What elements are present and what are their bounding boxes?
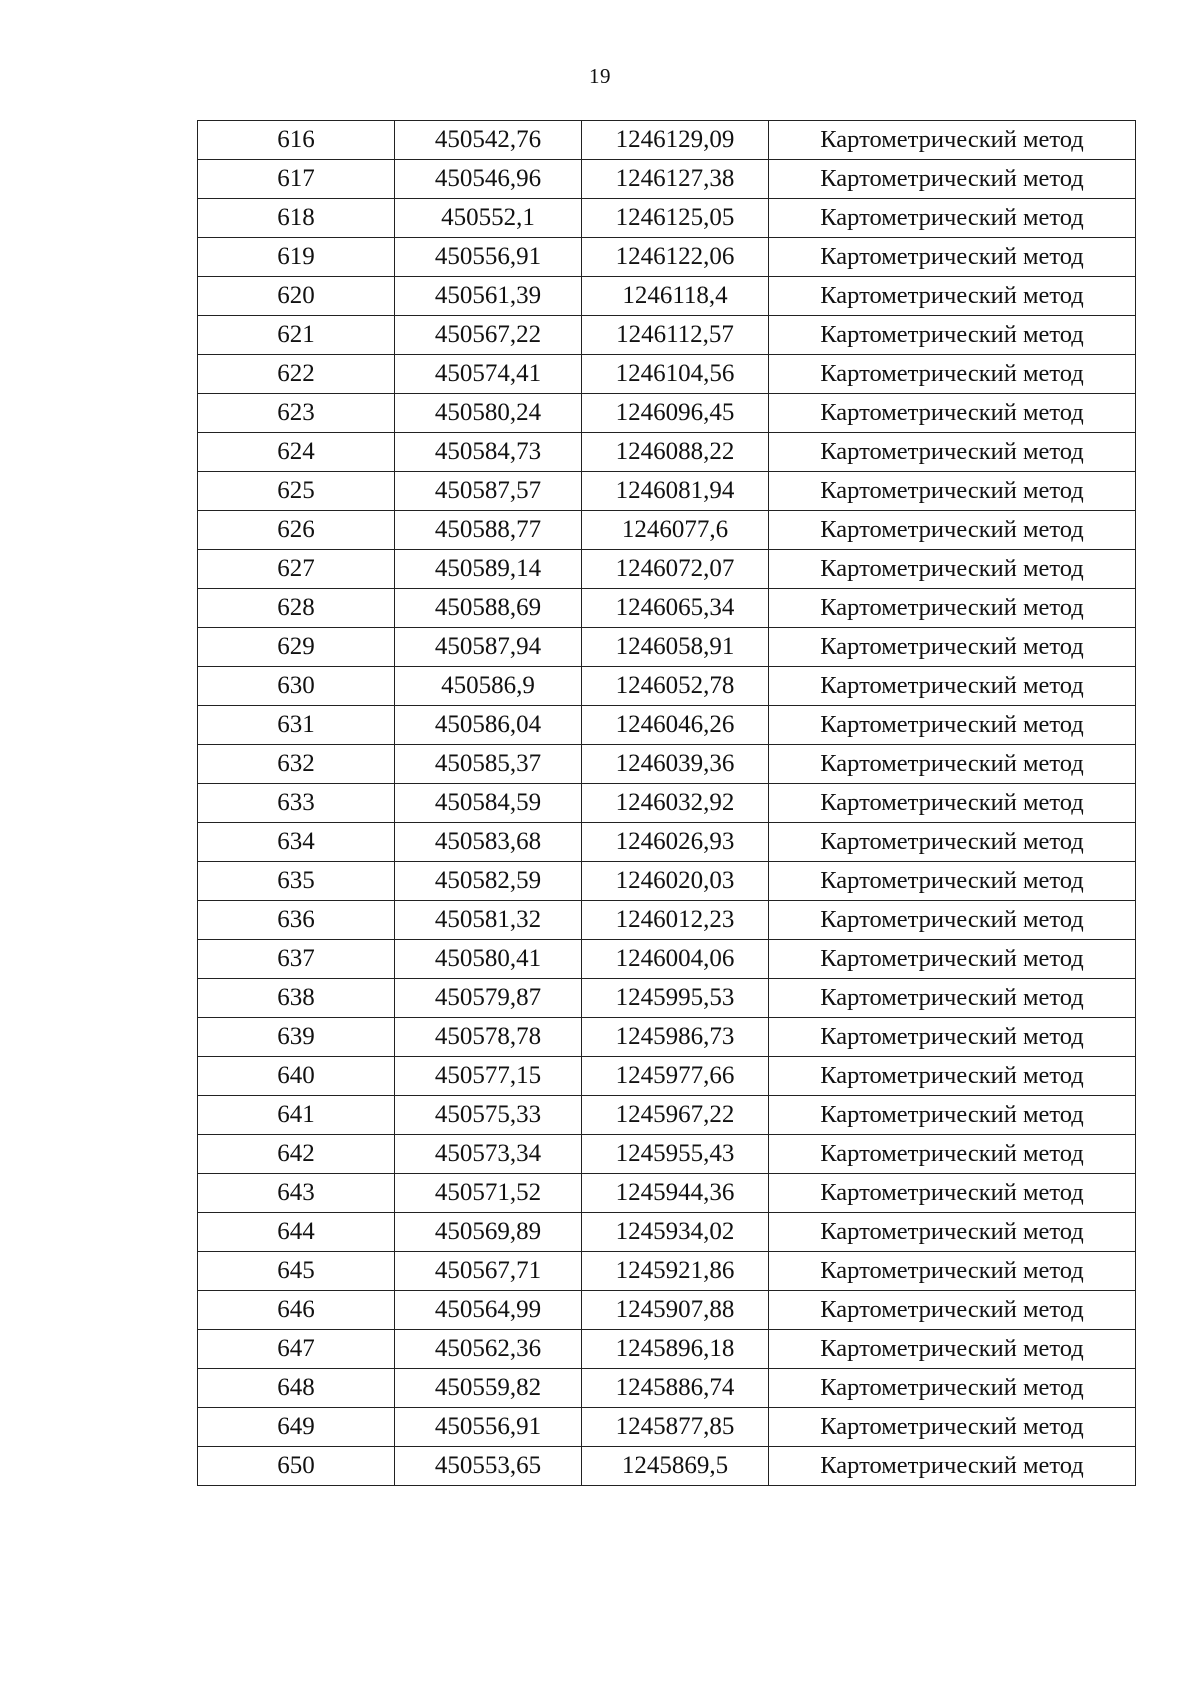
y-coordinate-cell: 1245986,73 — [582, 1018, 769, 1057]
point-number-cell: 647 — [198, 1330, 395, 1369]
table-row — [198, 628, 1136, 667]
y-coordinate-cell: 1245907,88 — [582, 1291, 769, 1330]
point-number-cell: 649 — [198, 1408, 395, 1447]
method-cell: Картометрический метод — [769, 199, 1136, 238]
y-coordinate-cell: 1246129,09 — [582, 121, 769, 160]
table-row — [198, 1447, 1136, 1486]
method-cell: Картометрический метод — [769, 901, 1136, 940]
x-coordinate-cell: 450562,36 — [395, 1330, 582, 1369]
table-row — [198, 316, 1136, 355]
x-coordinate-cell: 450559,82 — [395, 1369, 582, 1408]
x-coordinate-cell: 450567,71 — [395, 1252, 582, 1291]
coordinates-table — [197, 120, 1136, 1486]
table-row — [198, 1057, 1136, 1096]
y-coordinate-cell: 1245977,66 — [582, 1057, 769, 1096]
method-cell: Картометрический метод — [769, 1018, 1136, 1057]
x-coordinate-cell: 450581,32 — [395, 901, 582, 940]
point-number-cell: 619 — [198, 238, 395, 277]
point-number-cell: 623 — [198, 394, 395, 433]
y-coordinate-cell: 1246032,92 — [582, 784, 769, 823]
y-coordinate-cell: 1246127,38 — [582, 160, 769, 199]
y-coordinate-cell: 1246065,34 — [582, 589, 769, 628]
table-row — [198, 823, 1136, 862]
x-coordinate-cell: 450571,52 — [395, 1174, 582, 1213]
point-number-cell: 627 — [198, 550, 395, 589]
point-number-cell: 634 — [198, 823, 395, 862]
method-cell: Картометрический метод — [769, 1369, 1136, 1408]
table-row — [198, 1408, 1136, 1447]
y-coordinate-cell: 1246012,23 — [582, 901, 769, 940]
x-coordinate-cell: 450583,68 — [395, 823, 582, 862]
y-coordinate-cell: 1246104,56 — [582, 355, 769, 394]
point-number-cell: 622 — [198, 355, 395, 394]
x-coordinate-cell: 450561,39 — [395, 277, 582, 316]
table-row — [198, 238, 1136, 277]
table-row — [198, 121, 1136, 160]
point-number-cell: 643 — [198, 1174, 395, 1213]
x-coordinate-cell: 450585,37 — [395, 745, 582, 784]
x-coordinate-cell: 450553,65 — [395, 1447, 582, 1486]
x-coordinate-cell: 450579,87 — [395, 979, 582, 1018]
y-coordinate-cell: 1245869,5 — [582, 1447, 769, 1486]
point-number-cell: 618 — [198, 199, 395, 238]
y-coordinate-cell: 1245995,53 — [582, 979, 769, 1018]
table-row — [198, 589, 1136, 628]
x-coordinate-cell: 450589,14 — [395, 550, 582, 589]
table-row — [198, 199, 1136, 238]
method-cell: Картометрический метод — [769, 121, 1136, 160]
y-coordinate-cell: 1246077,6 — [582, 511, 769, 550]
point-number-cell: 621 — [198, 316, 395, 355]
table-row — [198, 355, 1136, 394]
table-row — [198, 901, 1136, 940]
x-coordinate-cell: 450580,24 — [395, 394, 582, 433]
x-coordinate-cell: 450542,76 — [395, 121, 582, 160]
x-coordinate-cell: 450564,99 — [395, 1291, 582, 1330]
point-number-cell: 628 — [198, 589, 395, 628]
method-cell: Картометрический метод — [769, 706, 1136, 745]
table-row — [198, 160, 1136, 199]
x-coordinate-cell: 450584,59 — [395, 784, 582, 823]
table-row — [198, 550, 1136, 589]
method-cell: Картометрический метод — [769, 1447, 1136, 1486]
method-cell: Картометрический метод — [769, 862, 1136, 901]
method-cell: Картометрический метод — [769, 355, 1136, 394]
method-cell: Картометрический метод — [769, 745, 1136, 784]
method-cell: Картометрический метод — [769, 784, 1136, 823]
point-number-cell: 635 — [198, 862, 395, 901]
y-coordinate-cell: 1246096,45 — [582, 394, 769, 433]
page-number: 19 — [589, 64, 611, 88]
method-cell: Картометрический метод — [769, 472, 1136, 511]
point-number-cell: 641 — [198, 1096, 395, 1135]
point-number-cell: 629 — [198, 628, 395, 667]
table-row — [198, 433, 1136, 472]
y-coordinate-cell: 1245955,43 — [582, 1135, 769, 1174]
point-number-cell: 639 — [198, 1018, 395, 1057]
point-number-cell: 633 — [198, 784, 395, 823]
method-cell: Картометрический метод — [769, 1408, 1136, 1447]
table-row — [198, 706, 1136, 745]
x-coordinate-cell: 450567,22 — [395, 316, 582, 355]
x-coordinate-cell: 450588,69 — [395, 589, 582, 628]
x-coordinate-cell: 450580,41 — [395, 940, 582, 979]
method-cell: Картометрический метод — [769, 433, 1136, 472]
table-row — [198, 784, 1136, 823]
method-cell: Картометрический метод — [769, 940, 1136, 979]
method-cell: Картометрический метод — [769, 1135, 1136, 1174]
method-cell: Картометрический метод — [769, 1213, 1136, 1252]
table-row — [198, 667, 1136, 706]
table-row — [198, 1174, 1136, 1213]
method-cell: Картометрический метод — [769, 277, 1136, 316]
point-number-cell: 648 — [198, 1369, 395, 1408]
point-number-cell: 636 — [198, 901, 395, 940]
method-cell: Картометрический метод — [769, 550, 1136, 589]
x-coordinate-cell: 450584,73 — [395, 433, 582, 472]
y-coordinate-cell: 1246026,93 — [582, 823, 769, 862]
x-coordinate-cell: 450578,78 — [395, 1018, 582, 1057]
method-cell: Картометрический метод — [769, 238, 1136, 277]
point-number-cell: 642 — [198, 1135, 395, 1174]
table-row — [198, 1369, 1136, 1408]
method-cell: Картометрический метод — [769, 316, 1136, 355]
point-number-cell: 645 — [198, 1252, 395, 1291]
table-row — [198, 1291, 1136, 1330]
y-coordinate-cell: 1246039,36 — [582, 745, 769, 784]
x-coordinate-cell: 450574,41 — [395, 355, 582, 394]
y-coordinate-cell: 1246112,57 — [582, 316, 769, 355]
x-coordinate-cell: 450573,34 — [395, 1135, 582, 1174]
method-cell: Картометрический метод — [769, 628, 1136, 667]
y-coordinate-cell: 1245877,85 — [582, 1408, 769, 1447]
x-coordinate-cell: 450586,9 — [395, 667, 582, 706]
y-coordinate-cell: 1246004,06 — [582, 940, 769, 979]
point-number-cell: 632 — [198, 745, 395, 784]
y-coordinate-cell: 1246081,94 — [582, 472, 769, 511]
y-coordinate-cell: 1245934,02 — [582, 1213, 769, 1252]
method-cell: Картометрический метод — [769, 1330, 1136, 1369]
y-coordinate-cell: 1245921,86 — [582, 1252, 769, 1291]
x-coordinate-cell: 450556,91 — [395, 238, 582, 277]
point-number-cell: 637 — [198, 940, 395, 979]
point-number-cell: 620 — [198, 277, 395, 316]
coordinates-table-container — [197, 120, 1135, 1486]
y-coordinate-cell: 1245896,18 — [582, 1330, 769, 1369]
x-coordinate-cell: 450582,59 — [395, 862, 582, 901]
method-cell: Картометрический метод — [769, 589, 1136, 628]
table-row — [198, 394, 1136, 433]
x-coordinate-cell: 450575,33 — [395, 1096, 582, 1135]
y-coordinate-cell: 1246072,07 — [582, 550, 769, 589]
point-number-cell: 646 — [198, 1291, 395, 1330]
method-cell: Картометрический метод — [769, 979, 1136, 1018]
x-coordinate-cell: 450577,15 — [395, 1057, 582, 1096]
coordinates-table-body — [198, 121, 1136, 1486]
method-cell: Картометрический метод — [769, 823, 1136, 862]
table-row — [198, 1330, 1136, 1369]
point-number-cell: 630 — [198, 667, 395, 706]
point-number-cell: 631 — [198, 706, 395, 745]
point-number-cell: 650 — [198, 1447, 395, 1486]
y-coordinate-cell: 1246046,26 — [582, 706, 769, 745]
x-coordinate-cell: 450587,57 — [395, 472, 582, 511]
point-number-cell: 616 — [198, 121, 395, 160]
table-row — [198, 1135, 1136, 1174]
x-coordinate-cell: 450586,04 — [395, 706, 582, 745]
y-coordinate-cell: 1245944,36 — [582, 1174, 769, 1213]
table-row — [198, 277, 1136, 316]
y-coordinate-cell: 1245886,74 — [582, 1369, 769, 1408]
method-cell: Картометрический метод — [769, 1291, 1136, 1330]
x-coordinate-cell: 450546,96 — [395, 160, 582, 199]
x-coordinate-cell: 450552,1 — [395, 199, 582, 238]
table-row — [198, 1213, 1136, 1252]
method-cell: Картометрический метод — [769, 394, 1136, 433]
table-row — [198, 1096, 1136, 1135]
point-number-cell: 624 — [198, 433, 395, 472]
method-cell: Картометрический метод — [769, 1057, 1136, 1096]
table-row — [198, 745, 1136, 784]
method-cell: Картометрический метод — [769, 160, 1136, 199]
y-coordinate-cell: 1246122,06 — [582, 238, 769, 277]
table-row — [198, 940, 1136, 979]
x-coordinate-cell: 450588,77 — [395, 511, 582, 550]
method-cell: Картометрический метод — [769, 1252, 1136, 1291]
y-coordinate-cell: 1246052,78 — [582, 667, 769, 706]
table-row — [198, 862, 1136, 901]
point-number-cell: 626 — [198, 511, 395, 550]
x-coordinate-cell: 450556,91 — [395, 1408, 582, 1447]
point-number-cell: 617 — [198, 160, 395, 199]
x-coordinate-cell: 450587,94 — [395, 628, 582, 667]
y-coordinate-cell: 1246125,05 — [582, 199, 769, 238]
point-number-cell: 644 — [198, 1213, 395, 1252]
y-coordinate-cell: 1245967,22 — [582, 1096, 769, 1135]
table-row — [198, 472, 1136, 511]
point-number-cell: 638 — [198, 979, 395, 1018]
method-cell: Картометрический метод — [769, 511, 1136, 550]
method-cell: Картометрический метод — [769, 1096, 1136, 1135]
point-number-cell: 640 — [198, 1057, 395, 1096]
table-row — [198, 511, 1136, 550]
y-coordinate-cell: 1246058,91 — [582, 628, 769, 667]
point-number-cell: 625 — [198, 472, 395, 511]
y-coordinate-cell: 1246088,22 — [582, 433, 769, 472]
method-cell: Картометрический метод — [769, 667, 1136, 706]
table-row — [198, 1252, 1136, 1291]
method-cell: Картометрический метод — [769, 1174, 1136, 1213]
y-coordinate-cell: 1246020,03 — [582, 862, 769, 901]
x-coordinate-cell: 450569,89 — [395, 1213, 582, 1252]
y-coordinate-cell: 1246118,4 — [582, 277, 769, 316]
table-row — [198, 979, 1136, 1018]
table-row — [198, 1018, 1136, 1057]
